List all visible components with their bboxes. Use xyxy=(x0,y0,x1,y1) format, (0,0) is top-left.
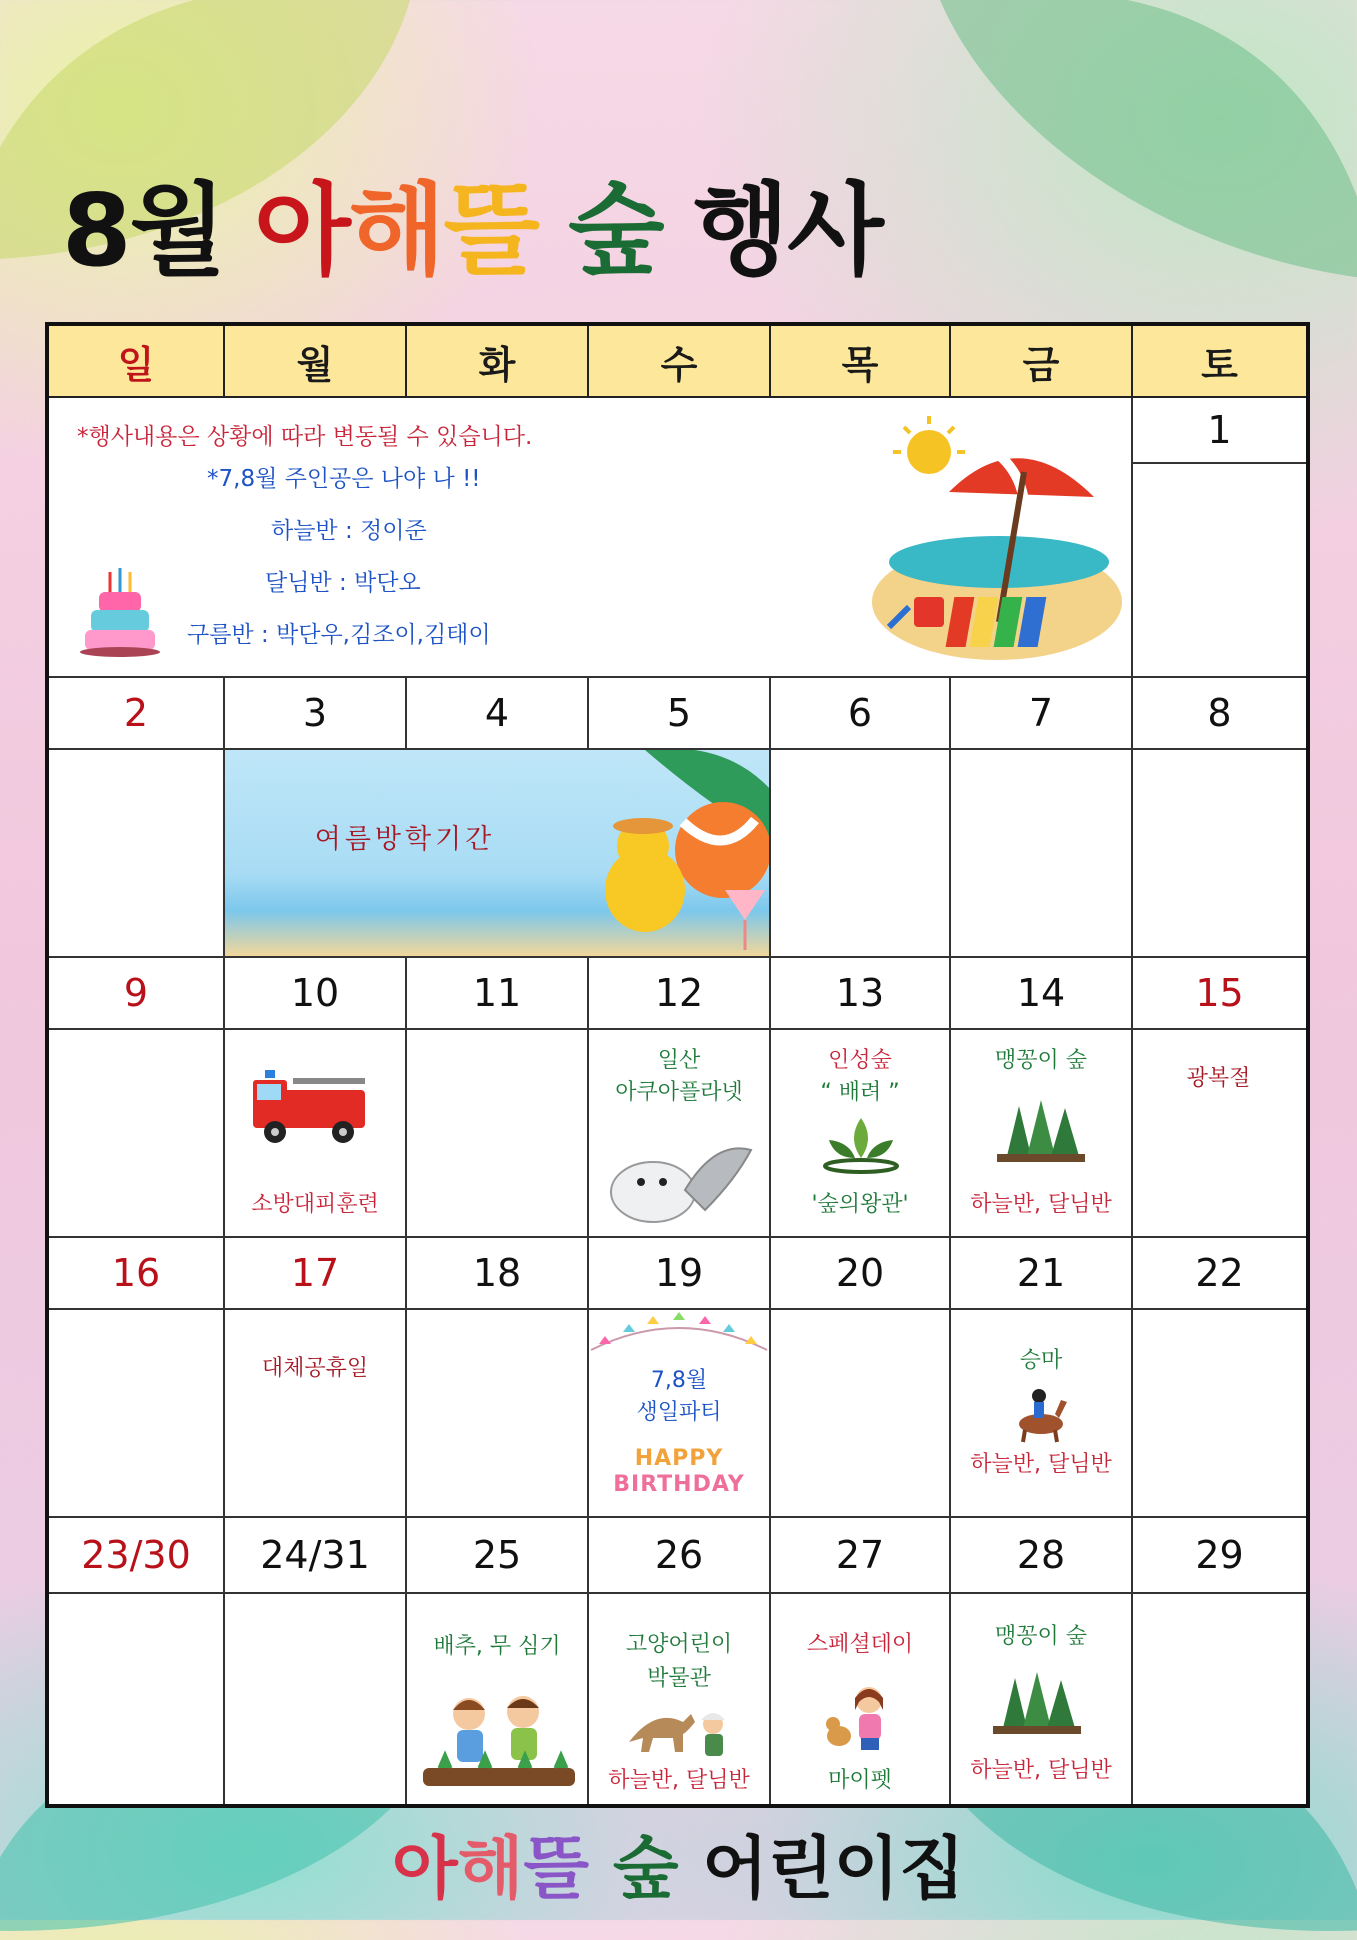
day-cell-16 xyxy=(49,1310,225,1518)
date-3: 3 xyxy=(225,678,407,750)
fire-truck-icon xyxy=(249,1066,373,1146)
insung-label-2: “ 배려 ” xyxy=(820,1080,900,1105)
date-23-30: 23/30 xyxy=(49,1518,225,1594)
date-2: 2 xyxy=(49,678,225,750)
museum-classes: 하늘반, 달님반 xyxy=(608,1768,750,1793)
day-cell-10 xyxy=(225,1030,407,1238)
forest-14-label: 맹꽁이 숲 xyxy=(994,1048,1087,1073)
forest-28-classes: 하늘반, 달님반 xyxy=(970,1758,1112,1783)
day-cell-21 xyxy=(951,1310,1133,1518)
title-event: 행사 xyxy=(692,172,882,289)
aqua-label-1: 일산 xyxy=(657,1048,701,1073)
day-cell-9 xyxy=(49,1030,225,1238)
beach-umbrella-icon xyxy=(859,412,1125,667)
day-cell-28 xyxy=(951,1594,1133,1804)
girl-with-pet-icon xyxy=(823,1680,899,1756)
footer-name-sup: 숲 xyxy=(612,1830,679,1909)
museum-label-2: 박물관 xyxy=(647,1666,711,1691)
date-15: 15 xyxy=(1133,958,1306,1030)
date-1: 1 xyxy=(1133,398,1306,464)
page-title xyxy=(62,150,882,289)
date-20: 20 xyxy=(771,1238,951,1310)
substitute-holiday-label: 대체공휴일 xyxy=(261,1356,369,1381)
date-18: 18 xyxy=(407,1238,589,1310)
weekday-sat: 토 xyxy=(1133,326,1306,398)
date-4: 4 xyxy=(407,678,589,750)
day-cell-19 xyxy=(589,1310,771,1518)
date-19: 19 xyxy=(589,1238,771,1310)
day-cell-7 xyxy=(951,750,1133,958)
special-day-label: 스페셜데이 xyxy=(806,1632,914,1657)
summer-break-label: 여름방학기간 xyxy=(314,824,496,855)
calendar-grid xyxy=(45,322,1310,1808)
notice-line-3: 하늘반 : 정이준 xyxy=(271,518,427,544)
date-16: 16 xyxy=(49,1238,225,1310)
title-name-hae: 해 xyxy=(348,172,444,289)
my-pet-label: 마이펫 xyxy=(828,1768,892,1793)
date-22: 22 xyxy=(1133,1238,1306,1310)
date-5: 5 xyxy=(589,678,771,750)
date-8: 8 xyxy=(1133,678,1306,750)
date-11: 11 xyxy=(407,958,589,1030)
weekday-thu: 목 xyxy=(771,326,951,398)
leaf-crown-icon xyxy=(819,1114,903,1178)
birthday-label-1: 7,8월 xyxy=(650,1368,708,1393)
day-cell-22 xyxy=(1133,1310,1306,1518)
day-cell-18 xyxy=(407,1310,589,1518)
weekday-tue: 화 xyxy=(407,326,589,398)
fire-drill-label: 소방대피훈련 xyxy=(251,1192,379,1217)
day-cell-6 xyxy=(771,750,951,958)
day-cell-1 xyxy=(1133,464,1306,678)
title-name-ttl: 뜰 xyxy=(443,172,539,289)
weekday-wed: 수 xyxy=(589,326,771,398)
birthday-label-2: 생일파티 xyxy=(636,1400,722,1425)
title-name-sup: 숲 xyxy=(568,172,663,289)
date-13: 13 xyxy=(771,958,951,1030)
day-cell-15 xyxy=(1133,1030,1306,1238)
day-cell-14 xyxy=(951,1030,1133,1238)
dinosaur-kid-icon xyxy=(625,1702,735,1762)
weekday-fri: 금 xyxy=(951,326,1133,398)
day-cell-29 xyxy=(1133,1594,1306,1804)
notice-line-2: *7,8월 주인공은 나야 나 !! xyxy=(207,466,481,492)
day-cell-26 xyxy=(589,1594,771,1804)
day-cell-2 xyxy=(49,750,225,958)
title-name-a: 아 xyxy=(254,172,349,289)
seal-icon xyxy=(605,1130,755,1226)
liberation-day-label: 광복절 xyxy=(1186,1066,1251,1091)
palm-leaf-decoration xyxy=(880,0,1357,300)
duck-beachball-icon xyxy=(605,750,771,958)
aqua-label-2: 아쿠아플라넷 xyxy=(615,1080,743,1105)
day-cell-27 xyxy=(771,1594,951,1804)
insung-label-3: '숲의왕관' xyxy=(811,1192,909,1217)
day-cell-25 xyxy=(407,1594,589,1804)
birthday-text: BIRTHDAY xyxy=(613,1472,745,1497)
summer-break-banner xyxy=(225,750,771,958)
weekday-mon: 월 xyxy=(225,326,407,398)
planting-label: 배추, 무 심기 xyxy=(433,1634,561,1659)
date-17: 17 xyxy=(225,1238,407,1310)
day-cell-13 xyxy=(771,1030,951,1238)
date-28: 28 xyxy=(951,1518,1133,1594)
day-cell-8 xyxy=(1133,750,1306,958)
footer-name-hae: 해 xyxy=(457,1830,524,1909)
notice-line-1: *행사내용은 상황에 따라 변동될 수 있습니다. xyxy=(77,424,533,450)
date-21: 21 xyxy=(951,1238,1133,1310)
birthday-cake-icon xyxy=(75,566,165,658)
day-cell-17 xyxy=(225,1310,407,1518)
forest-trees-icon xyxy=(993,1096,1089,1164)
footer-name-rest: 어린이집 xyxy=(702,1830,965,1909)
weekday-sun: 일 xyxy=(49,326,225,398)
children-gardening-icon xyxy=(419,1688,579,1792)
day-cell-12 xyxy=(589,1030,771,1238)
date-26: 26 xyxy=(589,1518,771,1594)
happy-text: HAPPY xyxy=(634,1446,724,1471)
date-29: 29 xyxy=(1133,1518,1306,1594)
forest-trees-icon-2 xyxy=(989,1668,1085,1736)
horse-rider-icon xyxy=(1011,1384,1071,1444)
museum-label-1: 고양어린이 xyxy=(625,1632,733,1657)
riding-label: 승마 xyxy=(1019,1348,1063,1373)
date-27: 27 xyxy=(771,1518,951,1594)
footer-name-ttl: 뜰 xyxy=(523,1830,590,1909)
notice-line-5: 구름반 : 박단우,김조이,김태이 xyxy=(187,622,491,648)
title-month: 8월 xyxy=(62,172,225,289)
forest-28-label: 맹꽁이 숲 xyxy=(994,1624,1087,1649)
notice-line-4: 달님반 : 박단오 xyxy=(265,570,421,596)
day-cell-23-30 xyxy=(49,1594,225,1804)
insung-label-1: 인성숲 xyxy=(828,1048,892,1073)
date-10: 10 xyxy=(225,958,407,1030)
date-14: 14 xyxy=(951,958,1133,1030)
footer-title xyxy=(0,1815,1357,1912)
day-cell-24-31 xyxy=(225,1594,407,1804)
date-12: 12 xyxy=(589,958,771,1030)
date-6: 6 xyxy=(771,678,951,750)
riding-classes: 하늘반, 달님반 xyxy=(970,1452,1112,1477)
day-cell-20 xyxy=(771,1310,951,1518)
forest-14-classes: 하늘반, 달님반 xyxy=(970,1192,1112,1217)
date-9: 9 xyxy=(49,958,225,1030)
day-cell-11 xyxy=(407,1030,589,1238)
date-7: 7 xyxy=(951,678,1133,750)
date-25: 25 xyxy=(407,1518,589,1594)
bunting-icon xyxy=(589,1310,769,1364)
footer-name-a: 아 xyxy=(392,1830,458,1909)
date-24-31: 24/31 xyxy=(225,1518,407,1594)
